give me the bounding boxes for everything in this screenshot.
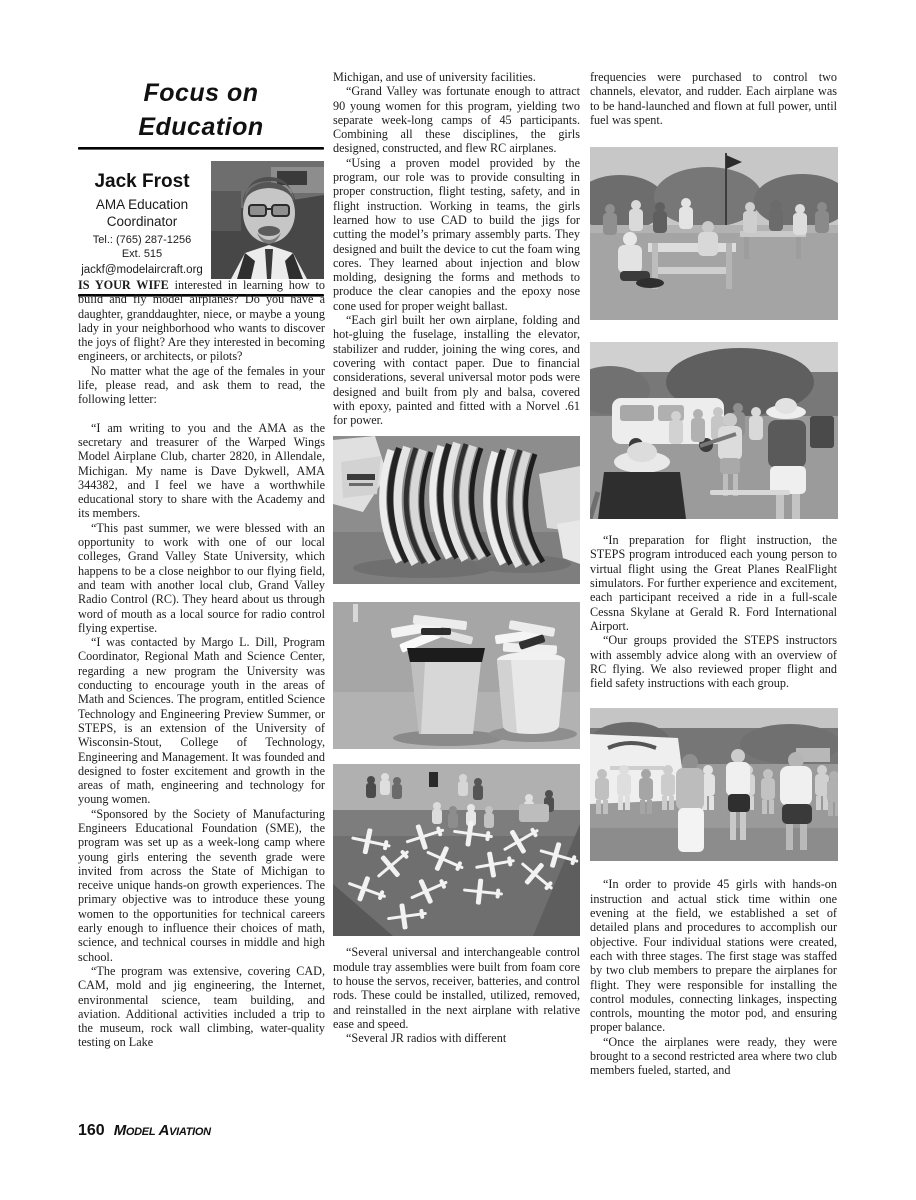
portrait-jack-frost-photo xyxy=(211,161,324,279)
photo-girls-lined-up xyxy=(590,708,837,861)
masthead xyxy=(78,76,324,297)
photo-assembly-tables xyxy=(590,147,837,320)
page-footer xyxy=(78,1122,211,1140)
author-role xyxy=(78,196,206,230)
photo-airplanes-on-grass xyxy=(333,764,580,936)
body-paragraph: “Several universal and interchangeable control module tray assemblies were built from foam core to house the servos, receiver, batteries, and control rods. These could be installed, utilized, removed, and reinstalled in the next airplane with relative ease and speed. xyxy=(333,945,580,1031)
author-telephone: Tel.: (765) 287-1256 xyxy=(92,234,192,246)
body-paragraph: “Sponsored by the Society of Manufacturing Engineers Educational Foundation (SME), the program was set up as a week-long camp where young girls entering the seventh grade were invited from across the State of Michigan to receive unique hands-on growth experiences. The primary objective was to introduce these young women to the opportunities for technical careers early enough to influence their choices of math, science, and technical courses in middle and high school. xyxy=(78,806,325,964)
author-box xyxy=(78,161,324,279)
body-paragraph: Michigan, and use of university facilities. xyxy=(333,70,536,84)
photo-foam-wing-cores xyxy=(333,436,580,584)
body-paragraph: “Using a proven model provided by the program, our role was to provide consulting in proper construction, flight testing, safety, and in flight instruction. Working in teams, the girls learned how to use CAD to build the jigs for cutting the model’s primary assembly parts. They designed and built the device to cut the foam wing cores. They learned about injection and blow molding, designing the forms and methods to produce the clear canopies and the epoxy nose cone used for proper weight ballast. xyxy=(333,155,580,313)
body-paragraph: “Grand Valley was fortunate enough to attract 90 young women for this program, yielding two separate week-long camps of 45 participants. Combining all these disciplines, the girls designed, constructed, and flew RC airplanes. xyxy=(333,84,580,156)
author-name: Jack Frost xyxy=(94,171,190,192)
column-3 xyxy=(590,70,837,1078)
lead-in-bold: IS YOUR WIFE xyxy=(78,278,169,292)
magazine-name: Model Aviation xyxy=(113,1122,211,1139)
body-paragraph: “In order to provide 45 girls with hands-on instruction and actual stick time within one evening at the field, we established a set of detailed plans and procedures to accomplish our objective. Four individual stations were created, each with three stages. The first stage was staffed by two club members to prepare the airplanes for flight. They were responsible for installing the control modules, connecting linkages, inspecting controls, mounting the motor pod, and ensuring proper balance. xyxy=(590,877,837,1035)
body-paragraph: “In preparation for flight instruction, the STEPS program introduced each young person to virtual flight using the Great Planes RealFlight simulators. For further experience and excitement, each participant received a ride in a full-scale Cessna Skylane at Gerald R. Ford International Airport. xyxy=(590,533,837,633)
photo-parts-bins xyxy=(333,602,580,749)
body-paragraph: “Each girl built her own airplane, folding and hot-gluing the fuselage, installing the elevator, stabilizer and rudder, joining the wing cores, and covering with contact paper. Due to financial considerations, several universal motor pods were designed and built from ply and balsa, covered with epoxy, painted and fitted with a Norvel .61 for power. xyxy=(333,313,580,428)
author-extension: Ext. 515 xyxy=(121,248,163,260)
divider-rule xyxy=(78,147,324,150)
body-paragraph: “Once the airplanes were ready, they were brought to a second restricted area where two club members fueled, started, and xyxy=(590,1034,837,1078)
author-email: jackf@modelaircraft.org xyxy=(81,264,203,276)
author-role-line1: AMA Education xyxy=(95,197,189,212)
column-2 xyxy=(333,70,580,1046)
body-paragraph: “The program was extensive, covering CAD, CAM, mold and jig engineering, the Internet, environmental science, team building, and aviation. Additional activities included a trip to the museum, rock wall climbing, water-quality testing on Lake xyxy=(78,963,325,1050)
body-paragraph: “Several JR radios with different xyxy=(346,1031,507,1046)
body-paragraph: frequencies were purchased to control two channels, elevator, and rudder. Each airplane was to be hand-launched and flown at full power, until fuel was spent. xyxy=(590,70,837,127)
body-paragraph: “Our groups provided the STEPS instructors with assembly advice along with an overview of RC flying. We also reviewed proper flight and field safety instructions with each group. xyxy=(590,633,837,691)
body-paragraph: “I was contacted by Margo L. Dill, Program Coordinator, Regional Math and Science Center, regarding a new program the University was conducting to encourage youth in the areas of Math and Sciences. The program, entitled Science Technology and Engineering Preview Summer, or STEPS, is an extension of the University of Wisconsin-Stout, College of Technology, Engineering and Management. It was founded and designed to foster excitement and growth in the areas of math, engineering and technology for young women. xyxy=(78,635,325,807)
author-info xyxy=(78,161,206,278)
body-paragraph: “I am writing to you and the AMA as the secretary and treasurer of the Warped Wings Model Airplane Club, charter 2820, in Allendale, Michigan. My name is Dave Dykwell, AMA 344382, and I feel we have a worthwhile educational story to share with the Academy and its members. xyxy=(78,420,325,521)
column-1 xyxy=(78,278,325,1050)
body-paragraph: IS YOUR WIFE interested in learning how to build and fly model airplanes? Do you have a daughter, granddaughter, niece, or maybe a young lady in your neighborhood who wants to discover the joys of flight? Are they interested in becoming engineers, or architects, or pilots? xyxy=(78,278,325,364)
section-title: Focus on Education xyxy=(138,79,264,141)
photo-flight-line-group xyxy=(590,342,837,519)
page-number: 160 xyxy=(78,1122,105,1139)
body-paragraph: “This past summer, we were blessed with an opportunity to work with one of our local colleges, Grand Valley State University, which happens to be a close neighbor to our flying field, and team with another local club, Grand Valley Radio Control (RC). They heard about us through word of mouth as a local source for radio control flying expertise. xyxy=(78,520,325,635)
author-role-line2: Coordinator xyxy=(106,214,178,229)
body-paragraph: No matter what the age of the females in your life, please read, and ask them to read, the following letter: xyxy=(78,363,325,407)
